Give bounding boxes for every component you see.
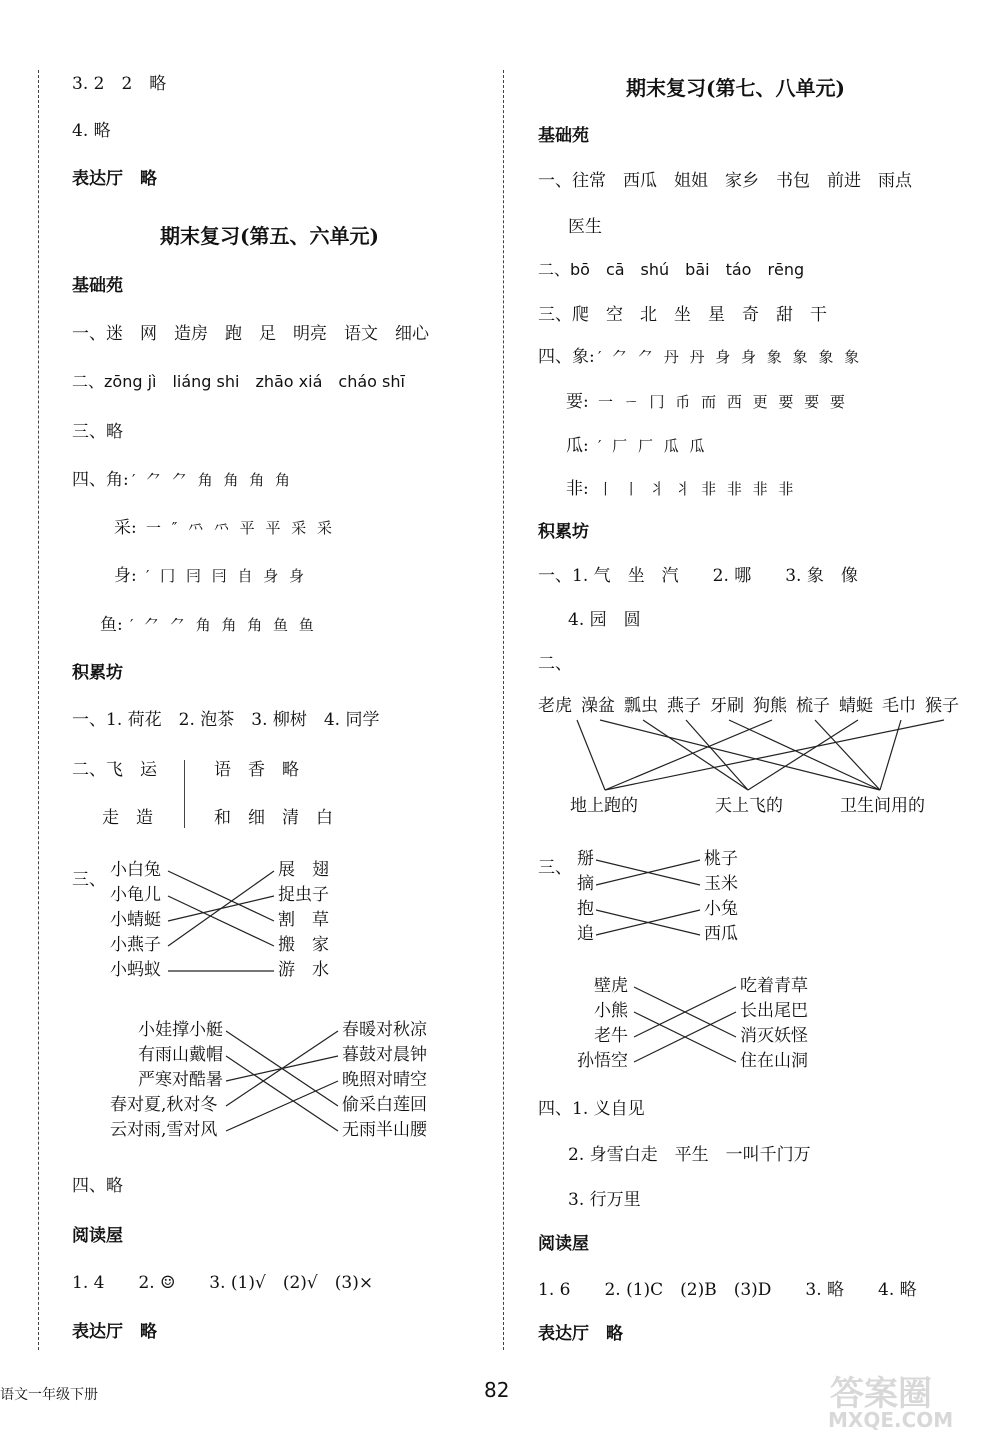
book-title: 语文一年级下册 bbox=[0, 1387, 98, 1403]
page-number: 82 bbox=[484, 1378, 510, 1402]
match-line bbox=[634, 1012, 736, 1062]
couplet-right: 晚照对晴空 bbox=[342, 1070, 427, 1090]
match-left: 摘 bbox=[577, 874, 594, 894]
question-label: 二、 bbox=[538, 654, 572, 674]
stroke-order: 一 ㄧ 冂 币 而 西 更 要 要 要 bbox=[598, 393, 848, 411]
match-line bbox=[686, 720, 748, 790]
match-line bbox=[226, 1081, 338, 1131]
answer-line: 表达厅 略 bbox=[72, 1322, 157, 1342]
question-label: 三、 bbox=[72, 870, 106, 890]
match-line bbox=[168, 871, 274, 921]
match-line bbox=[634, 987, 736, 1037]
classify-item: 蜻蜓 bbox=[839, 696, 873, 716]
couplet-left: 有雨山戴帽 bbox=[138, 1045, 223, 1065]
match-line bbox=[226, 1056, 338, 1081]
match-line bbox=[168, 871, 274, 946]
stroke-order: ′ 厂 厂 瓜 瓜 bbox=[598, 437, 708, 455]
match-right: 游 水 bbox=[278, 960, 329, 980]
stroke-order: ′ 冂 冃 冃 自 身 身 bbox=[146, 567, 308, 585]
match-right: 展 翅 bbox=[278, 860, 329, 880]
match-line bbox=[596, 910, 700, 935]
answer-line: 语 香 略 bbox=[214, 760, 299, 780]
match-line bbox=[634, 987, 736, 1037]
section-title: 期末复习(第七、八单元) bbox=[626, 76, 845, 100]
answer-line: 1. 6 2. (1)C (2)B (3)D 3. 略 4. 略 bbox=[538, 1280, 917, 1300]
classify-group: 天上飞的 bbox=[715, 796, 783, 816]
classify-group: 地上跑的 bbox=[570, 796, 638, 816]
watermark-url: MXQE.COM bbox=[828, 1408, 954, 1432]
section-heading: 积累坊 bbox=[538, 522, 589, 542]
stroke-label: 非: bbox=[566, 479, 589, 499]
match-left: 小燕子 bbox=[110, 935, 161, 955]
answer-line: 3. 2 2 略 bbox=[72, 74, 167, 94]
match-line bbox=[596, 860, 700, 885]
couplet-right: 无雨半山腰 bbox=[342, 1120, 427, 1140]
match-left: 孙悟空 bbox=[577, 1051, 628, 1071]
match-line bbox=[748, 720, 858, 790]
stroke-order: ′ ⺈ ⺈ 角 角 角 角 bbox=[132, 471, 294, 489]
match-right: 吃着青草 bbox=[740, 976, 808, 996]
answer-line: 一、1. 荷花 2. 泡茶 3. 柳树 4. 同学 bbox=[72, 710, 380, 730]
match-line bbox=[815, 720, 880, 790]
section-title: 期末复习(第五、六单元) bbox=[160, 224, 379, 248]
match-line bbox=[605, 720, 944, 790]
couplet-right: 暮鼓对晨钟 bbox=[342, 1045, 427, 1065]
match-left: 追 bbox=[577, 924, 594, 944]
answer-line: 4. 园 圆 bbox=[568, 610, 641, 630]
match-left: 小白兔 bbox=[110, 860, 161, 880]
answer-line: 2. 身雪白走 平生 一叫千门万 bbox=[568, 1145, 811, 1165]
left-margin-line bbox=[38, 70, 39, 1350]
pinyin-answer: 二、bō cā shú bāi táo rēng bbox=[538, 260, 805, 279]
couplet-left: 严寒对酷暑 bbox=[138, 1070, 223, 1090]
watermark-logo: 答案圈 bbox=[830, 1374, 932, 1414]
section-heading: 积累坊 bbox=[72, 663, 123, 683]
match-left: 小蚂蚁 bbox=[110, 960, 161, 980]
couplet-right: 春暖对秋凉 bbox=[342, 1020, 427, 1040]
answer-line: 二、飞 运 bbox=[72, 760, 157, 780]
stroke-label: 鱼: bbox=[100, 615, 123, 635]
classify-item: 毛巾 bbox=[882, 696, 916, 716]
stroke-label: 四、象: bbox=[538, 347, 595, 367]
answer-line: 和 细 清 白 bbox=[214, 808, 333, 828]
answer-line: 四、1. 义自见 bbox=[538, 1099, 645, 1119]
match-right: 桃子 bbox=[704, 849, 738, 869]
couplet-left: 云对雨,雪对风 bbox=[110, 1120, 218, 1140]
stroke-label: 身: bbox=[114, 566, 137, 586]
match-line bbox=[729, 720, 880, 790]
match-line bbox=[596, 910, 700, 935]
stroke-label: 四、角: bbox=[72, 470, 129, 490]
pinyin-answer: 二、zōng jì liáng shi zhāo xiá cháo shī bbox=[72, 372, 405, 391]
section-heading: 基础苑 bbox=[72, 276, 123, 296]
classify-item: 猴子 bbox=[925, 696, 959, 716]
match-line bbox=[168, 896, 274, 921]
answer-line: 三、略 bbox=[72, 422, 123, 442]
match-left: 小熊 bbox=[594, 1001, 628, 1021]
answer-line: 1. 4 2. ☺ 3. (1)√ (2)√ (3)× bbox=[72, 1273, 374, 1293]
classify-item: 澡盆 bbox=[581, 696, 615, 716]
match-line bbox=[880, 720, 901, 790]
match-right: 消灭妖怪 bbox=[740, 1026, 808, 1046]
answer-line: 医生 bbox=[568, 217, 602, 237]
match-right: 玉米 bbox=[704, 874, 738, 894]
section-heading: 阅读屋 bbox=[538, 1234, 589, 1254]
answer-line: 3. 行万里 bbox=[568, 1190, 641, 1210]
couplet-left: 小娃撑小艇 bbox=[138, 1020, 223, 1040]
couplet-left: 春对夏,秋对冬 bbox=[110, 1095, 218, 1115]
classify-item: 牙刷 bbox=[710, 696, 744, 716]
match-left: 掰 bbox=[577, 849, 594, 869]
classify-item: 燕子 bbox=[667, 696, 701, 716]
divider bbox=[184, 760, 185, 828]
section-heading: 基础苑 bbox=[538, 126, 589, 146]
question-label: 三、 bbox=[538, 858, 572, 878]
match-right: 搬 家 bbox=[278, 935, 329, 955]
match-line bbox=[605, 720, 772, 790]
center-margin-line bbox=[503, 70, 504, 1350]
match-line bbox=[596, 860, 700, 885]
stroke-label: 采: bbox=[114, 518, 137, 538]
match-left: 小蜻蜓 bbox=[110, 910, 161, 930]
match-right: 长出尾巴 bbox=[740, 1001, 808, 1021]
match-left: 小龟儿 bbox=[110, 885, 161, 905]
answer-line: 表达厅 略 bbox=[72, 169, 157, 189]
match-line bbox=[168, 896, 274, 946]
section-heading: 阅读屋 bbox=[72, 1226, 123, 1246]
match-right: 割 草 bbox=[278, 910, 329, 930]
answer-line: 一、往常 西瓜 姐姐 家乡 书包 前进 雨点 bbox=[538, 171, 912, 191]
stroke-order: ′ ⺈ ⺈ 丹 丹 身 身 象 象 象 象 bbox=[598, 348, 863, 366]
answer-line: 四、略 bbox=[72, 1176, 123, 1196]
match-left: 壁虎 bbox=[594, 976, 628, 996]
match-right: 住在山洞 bbox=[740, 1051, 808, 1071]
answer-line: 4. 略 bbox=[72, 121, 111, 141]
classify-item: 瓢虫 bbox=[624, 696, 658, 716]
stroke-order: ′ ⺈ ⺈ 角 角 角 鱼 鱼 bbox=[130, 616, 317, 634]
classify-item: 老虎 bbox=[538, 696, 572, 716]
stroke-order: 丨 丨 丬 丬 非 非 非 非 bbox=[598, 480, 797, 498]
match-right: 捉虫子 bbox=[278, 885, 329, 905]
answer-line: 走 造 bbox=[102, 808, 153, 828]
couplet-right: 偷采白莲回 bbox=[342, 1095, 427, 1115]
match-right: 西瓜 bbox=[704, 924, 738, 944]
classify-item: 狗熊 bbox=[753, 696, 787, 716]
match-line bbox=[634, 1012, 736, 1062]
match-line bbox=[226, 1031, 338, 1106]
classify-item: 梳子 bbox=[796, 696, 830, 716]
match-right: 小兔 bbox=[704, 899, 738, 919]
stroke-order: 一 ″ ⺤ ⺤ 平 平 采 采 bbox=[146, 519, 335, 537]
match-line bbox=[226, 1031, 338, 1106]
answer-line: 三、爬 空 北 坐 星 奇 甜 干 bbox=[538, 305, 827, 325]
answer-line: 一、1. 气 坐 汽 2. 哪 3. 象 像 bbox=[538, 566, 858, 586]
match-line bbox=[600, 720, 880, 790]
match-line bbox=[643, 720, 748, 790]
match-line bbox=[577, 720, 605, 790]
match-line bbox=[226, 1056, 338, 1131]
stroke-label: 瓜: bbox=[566, 436, 589, 456]
stroke-label: 要: bbox=[566, 392, 589, 412]
match-left: 老牛 bbox=[594, 1026, 628, 1046]
answer-line: 一、迷 网 造房 跑 足 明亮 语文 细心 bbox=[72, 324, 429, 344]
match-left: 抱 bbox=[577, 899, 594, 919]
answer-line: 表达厅 略 bbox=[538, 1324, 623, 1344]
classify-group: 卫生间用的 bbox=[840, 796, 925, 816]
